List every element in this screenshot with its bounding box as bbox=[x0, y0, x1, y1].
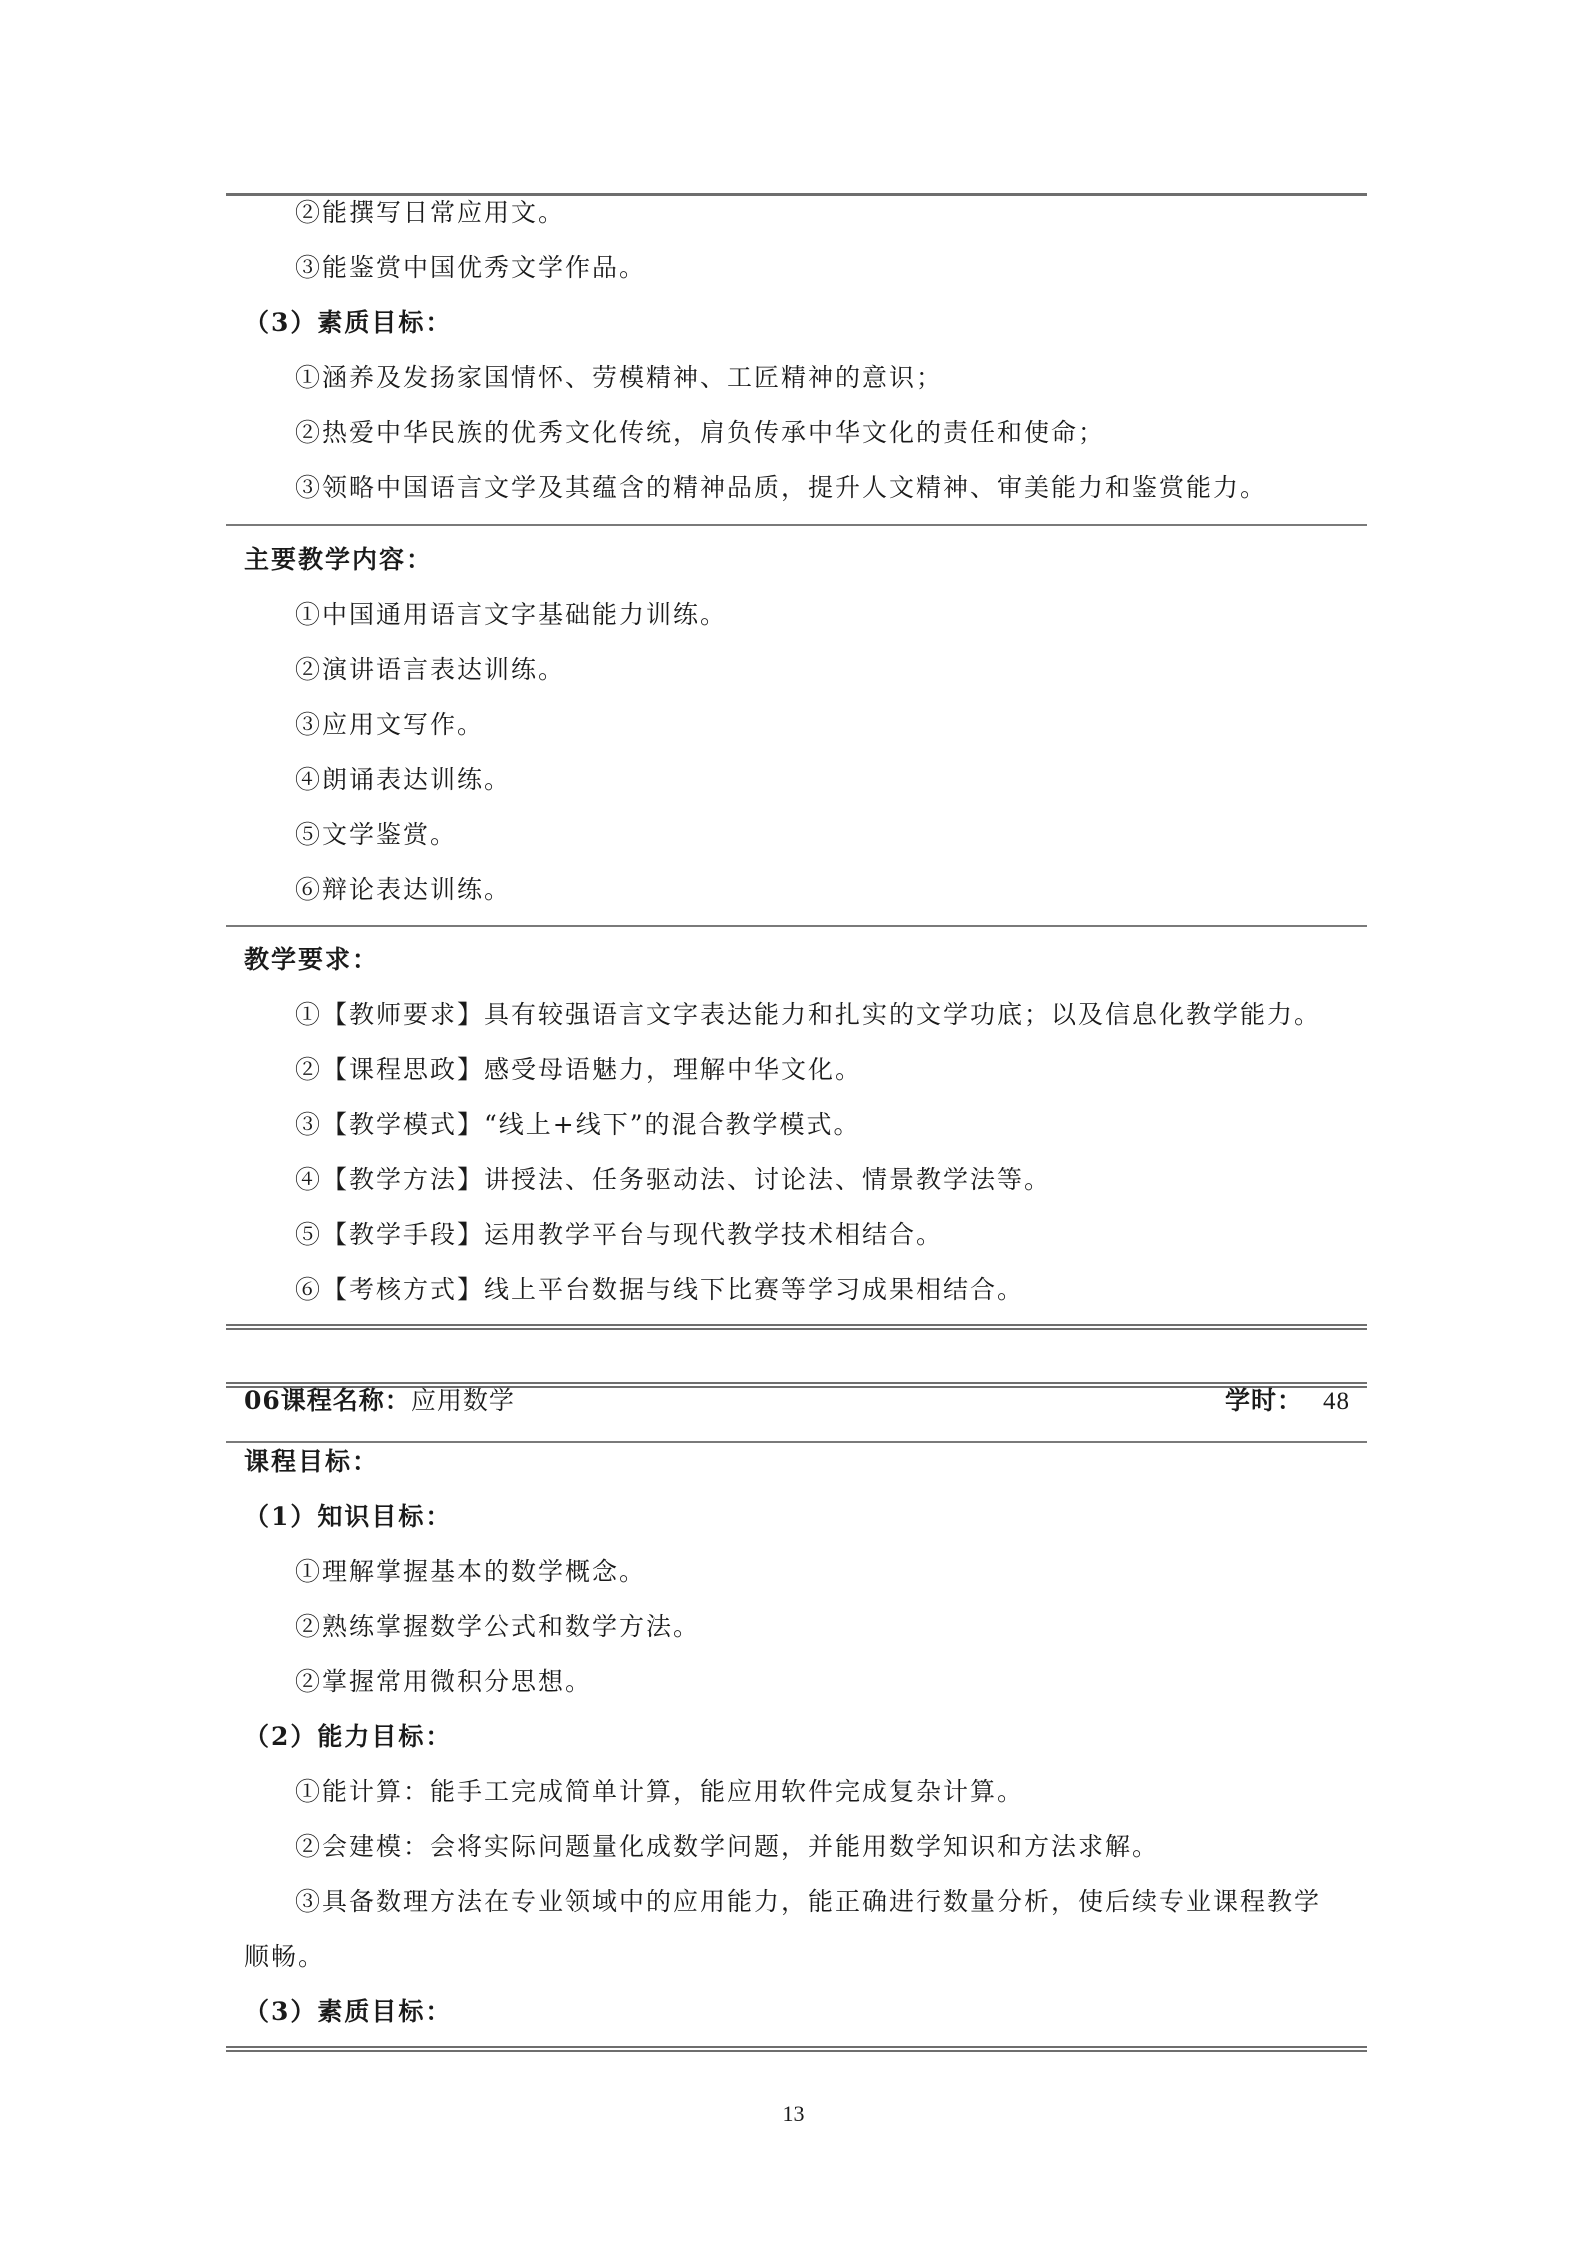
page-number: 13 bbox=[782, 2101, 805, 2126]
ability-goal-item-1: ①能计算：能手工完成简单计算，能应用软件完成复杂计算。 bbox=[295, 1777, 1025, 1806]
teaching-requirements-heading: 教学要求： bbox=[244, 945, 380, 974]
course-hours bbox=[1225, 1384, 1350, 1419]
course-header-divider bbox=[226, 1441, 1367, 1443]
course-number: 06 bbox=[244, 1386, 281, 1415]
section-divider bbox=[226, 925, 1367, 927]
content-item-5: ⑤文学鉴赏。 bbox=[295, 820, 458, 849]
course-header-row bbox=[244, 1384, 1350, 1418]
content-item-3: ③应用文写作。 bbox=[295, 710, 485, 739]
requirement-item-1: ①【教师要求】具有较强语言文字表达能力和扎实的文学功底；以及信息化教学能力。 bbox=[295, 1000, 1322, 1029]
content-item-6: ⑥辩论表达训练。 bbox=[295, 875, 512, 904]
course-hours-value: 48 bbox=[1323, 1388, 1350, 1415]
ability-goal-item-2: ②会建模：会将实际问题量化成数学问题，并能用数学知识和方法求解。 bbox=[295, 1832, 1160, 1861]
ability-goal-item-3-line1: ③具备数理方法在专业领域中的应用能力，能正确进行数量分析，使后续专业课程教学 bbox=[295, 1887, 1322, 1916]
content-item-1: ①中国通用语言文字基础能力训练。 bbox=[295, 600, 728, 629]
knowledge-item-3: ②掌握常用微积分思想。 bbox=[295, 1667, 593, 1696]
course-quality-goal-heading: （3）素质目标： bbox=[244, 1997, 453, 2026]
requirement-item-4: ④【教学方法】讲授法、任务驱动法、讨论法、情景教学法等。 bbox=[295, 1165, 1052, 1194]
knowledge-goal-heading: （1）知识目标： bbox=[244, 1502, 453, 1531]
quality-goal-heading: （3）素质目标： bbox=[244, 308, 453, 337]
ability-item-2: ②能撰写日常应用文。 bbox=[295, 198, 566, 227]
ability-item-3: ③能鉴赏中国优秀文学作品。 bbox=[295, 253, 647, 282]
knowledge-item-2: ②熟练掌握数学公式和数学方法。 bbox=[295, 1612, 701, 1641]
teaching-content-heading: 主要教学内容： bbox=[244, 545, 434, 574]
quality-item-3: ③领略中国语言文学及其蕴含的精神品质，提升人文精神、审美能力和鉴赏能力。 bbox=[295, 473, 1268, 502]
ability-goal-item-3-line2: 顺畅。 bbox=[244, 1942, 326, 1971]
section-divider bbox=[226, 524, 1367, 526]
content-item-4: ④朗诵表达训练。 bbox=[295, 765, 512, 794]
content-item-2: ②演讲语言表达训练。 bbox=[295, 655, 566, 684]
course-name: 应用数学 bbox=[410, 1386, 515, 1415]
course-objectives-heading: 课程目标： bbox=[244, 1447, 380, 1476]
ability-goal-heading: （2）能力目标： bbox=[244, 1722, 453, 1751]
course-table-bottom-border bbox=[226, 2046, 1367, 2052]
quality-item-2: ②热爱中华民族的优秀文化传统，肩负传承中华文化的责任和使命； bbox=[295, 418, 1106, 447]
course-name-label: 课程名称： bbox=[280, 1386, 411, 1415]
requirement-item-2: ②【课程思政】感受母语魅力，理解中华文化。 bbox=[295, 1055, 863, 1084]
course-hours-label: 学时： bbox=[1224, 1386, 1303, 1415]
requirement-item-6: ⑥【考核方式】线上平台数据与线下比赛等学习成果相结合。 bbox=[295, 1275, 1025, 1304]
knowledge-item-1: ①理解掌握基本的数学概念。 bbox=[295, 1557, 647, 1586]
requirement-item-5: ⑤【教学手段】运用教学平台与现代教学技术相结合。 bbox=[295, 1220, 944, 1249]
table-bottom-border bbox=[226, 1324, 1367, 1330]
quality-item-1: ①涵养及发扬家国情怀、劳模精神、工匠精神的意识； bbox=[295, 363, 944, 392]
requirement-item-3: ③【教学模式】“线上+线下”的混合教学模式。 bbox=[295, 1110, 861, 1139]
